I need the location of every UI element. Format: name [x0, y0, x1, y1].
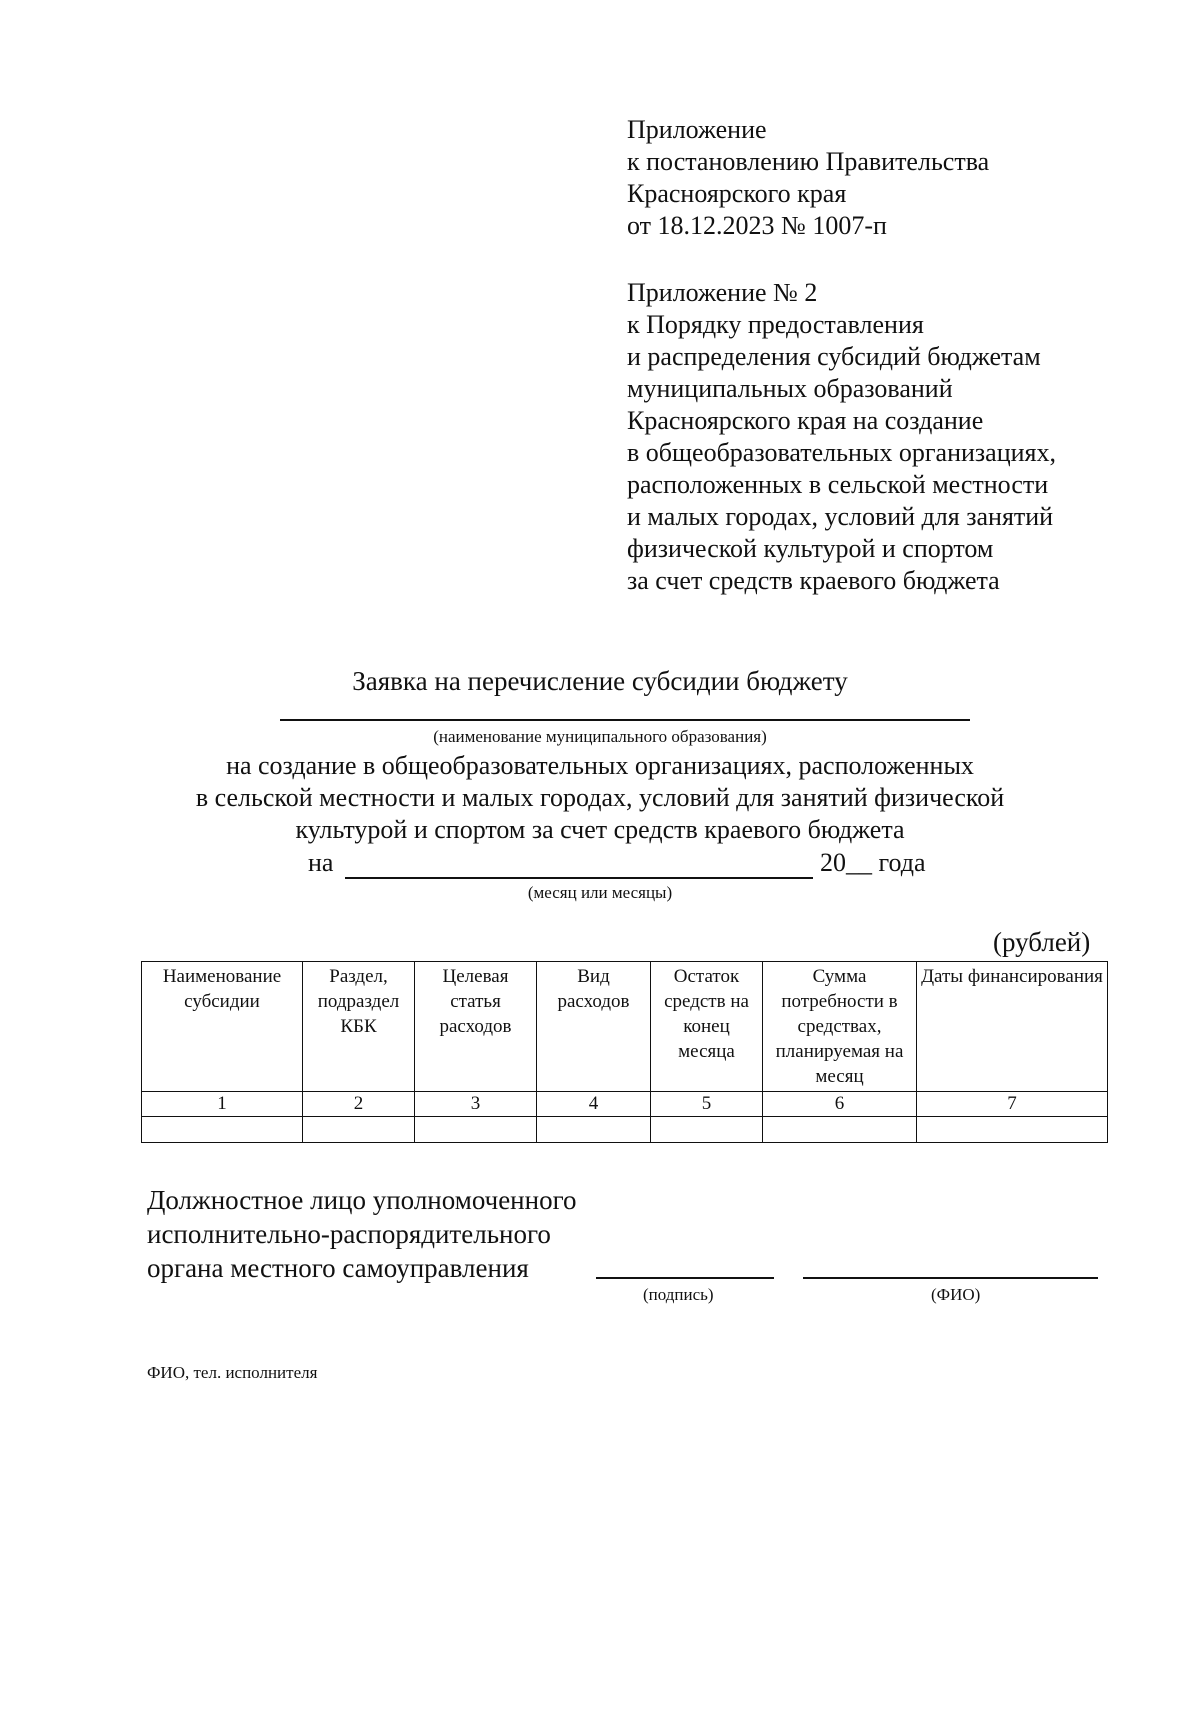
- table-number-cell: 5: [651, 1092, 763, 1117]
- table-number-cell: 2: [303, 1092, 415, 1117]
- purpose-line: на создание в общеобразовательных организациях, расположенных: [226, 751, 974, 780]
- name-blank-line: [803, 1277, 1098, 1279]
- table-cell: [917, 1117, 1108, 1143]
- table-cell: [415, 1117, 537, 1143]
- annex-2-block: [627, 277, 1147, 597]
- table-header-cell: Наименование субсидии: [142, 962, 303, 1092]
- table-cell: [763, 1117, 917, 1143]
- table-cell: [651, 1117, 763, 1143]
- annex-1-line: Приложение: [627, 115, 767, 144]
- table-header-cell: Вид расходов: [537, 962, 651, 1092]
- table-cell: [537, 1117, 651, 1143]
- request-table: [141, 961, 1108, 1143]
- period-blank-line: [345, 877, 813, 879]
- annex-1-line: к постановлению Правительства: [627, 147, 990, 176]
- executor-label: ФИО, тел. исполнителя: [147, 1363, 318, 1382]
- signature-blank-line: [596, 1277, 774, 1279]
- table-header-cell: Остаток средств на конец месяца: [651, 962, 763, 1092]
- period-year: 20__ года: [820, 848, 926, 877]
- signer-block: [147, 1183, 576, 1285]
- table-header-cell: Раздел, подраздел КБК: [303, 962, 415, 1092]
- signer-line: Должностное лицо уполномоченного: [147, 1185, 577, 1215]
- table-number-cell: 4: [537, 1092, 651, 1117]
- annex-2-line: муниципальных образований: [627, 374, 953, 403]
- table-header-cell: Целевая статья расходов: [415, 962, 537, 1092]
- table-header-cell: Сумма потребности в средствах, планируемая на месяц: [763, 962, 917, 1092]
- table-number-cell: 6: [763, 1092, 917, 1117]
- table-cell: [303, 1117, 415, 1143]
- annex-2-line: Приложение № 2: [627, 278, 818, 307]
- table-number-cell: 7: [917, 1092, 1108, 1117]
- annex-2-line: к Порядку предоставления: [627, 310, 924, 339]
- signature-caption: (подпись): [643, 1285, 714, 1304]
- period-prefix: на: [308, 848, 334, 877]
- annex-2-line: за счет средств краевого бюджета: [627, 566, 1000, 595]
- request-title: Заявка на перечисление субсидии бюджету: [352, 666, 848, 696]
- annex-2-line: и распределения субсидий бюджетам: [627, 342, 1041, 371]
- table-number-cell: 3: [415, 1092, 537, 1117]
- table-row: [142, 1117, 1108, 1143]
- signer-line: органа местного самоуправления: [147, 1253, 529, 1283]
- annex-1-block: [627, 114, 1147, 242]
- table-number-cell: 1: [142, 1092, 303, 1117]
- annex-1-line: Красноярского края: [627, 179, 847, 208]
- table-header-row: [142, 962, 1108, 1092]
- annex-1-line: от 18.12.2023 № 1007-п: [627, 211, 887, 240]
- purpose-line: в сельской местности и малых городах, условий для занятий физической: [195, 783, 1005, 812]
- municipality-blank-line: [280, 719, 970, 721]
- annex-2-line: в общеобразовательных организациях,: [627, 438, 1056, 467]
- annex-2-line: Красноярского края на создание: [627, 406, 984, 435]
- annex-2-line: физической культурой и спортом: [627, 534, 994, 563]
- annex-2-line: и малых городах, условий для занятий: [627, 502, 1054, 531]
- table-header-cell: Даты финансирования: [917, 962, 1108, 1092]
- municipality-caption: (наименование муниципального образования): [433, 727, 767, 746]
- annex-2-line: расположенных в сельской местности: [627, 470, 1049, 499]
- signer-line: исполнительно-распорядительного: [147, 1219, 551, 1249]
- name-caption: (ФИО): [931, 1285, 981, 1304]
- period-caption: (месяц или месяцы): [527, 883, 673, 902]
- units-label: (рублей): [993, 927, 1091, 957]
- table-cell: [142, 1117, 303, 1143]
- table-number-row: [142, 1092, 1108, 1117]
- purpose-line: культурой и спортом за счет средств краевого бюджета: [295, 815, 905, 844]
